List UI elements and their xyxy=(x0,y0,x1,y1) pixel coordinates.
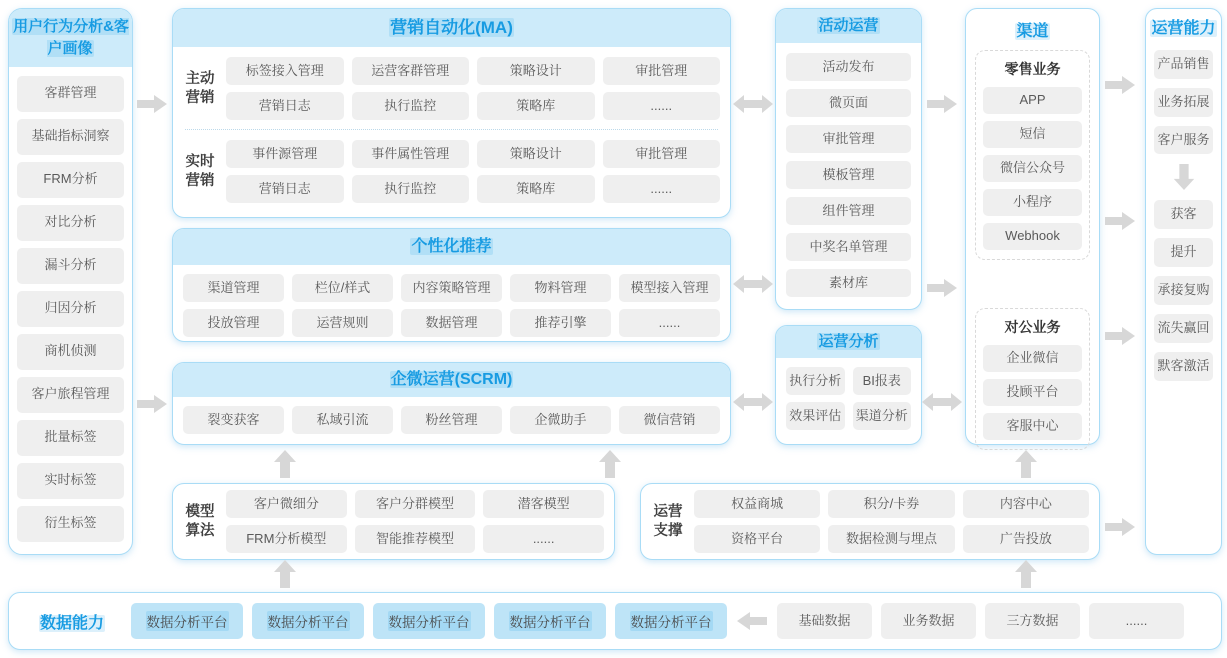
diagram-item: 审批管理 xyxy=(603,57,721,85)
diagram-item: 推荐引擎 xyxy=(510,309,611,337)
diagram-item: 客群管理 xyxy=(17,76,124,112)
diagram-item: 组件管理 xyxy=(786,197,911,225)
diagram-item: 批量标签 xyxy=(17,420,124,456)
arrow-double-horizontal-icon xyxy=(733,92,773,116)
diagram-item: 营销日志 xyxy=(226,92,344,120)
user-behavior-title xyxy=(9,9,132,67)
channel-title: 渠道 xyxy=(1016,23,1049,40)
operation-support-panel xyxy=(640,483,1100,560)
channel-panel xyxy=(965,8,1100,445)
arrow-up-icon xyxy=(273,560,297,588)
diagram-item: 投顾平台 xyxy=(983,379,1082,406)
diagram-item: 执行监控 xyxy=(352,175,470,203)
diagram-item: 渠道管理 xyxy=(183,274,284,302)
ability-top-items xyxy=(1154,50,1213,155)
realtime-marketing-label: 实时营销 xyxy=(185,153,215,189)
arrow-up-icon xyxy=(1014,450,1038,478)
arrow-right-icon xyxy=(1105,515,1135,539)
marketing-automation-title: 营销自动化(MA) xyxy=(173,9,730,47)
diagram-item: 数据管理 xyxy=(401,309,502,337)
active-marketing-label: 主动营销 xyxy=(185,70,215,106)
diagram-item: 执行分析 xyxy=(786,367,845,395)
diagram-item: 归因分析 xyxy=(17,291,124,327)
arrow-right-icon xyxy=(927,92,957,116)
diagram-item: 栏位/样式 xyxy=(292,274,393,302)
diagram-item: 漏斗分析 xyxy=(17,248,124,284)
personalized-recommendation-panel xyxy=(172,228,731,342)
diagram-item: 模型接入管理 xyxy=(619,274,720,302)
diagram-item: 粉丝管理 xyxy=(401,406,502,434)
diagram-item: 中奖名单管理 xyxy=(786,233,911,261)
personalized-recommendation-title: 个性化推荐 xyxy=(173,229,730,265)
diagram-item: 权益商城 xyxy=(694,490,820,518)
diagram-item: 承接复购 xyxy=(1154,276,1213,305)
ability-bottom-items xyxy=(1154,200,1213,380)
diagram-item: 策略库 xyxy=(477,92,595,120)
diagram-item: 客服中心 xyxy=(983,413,1082,440)
model-algorithm-items xyxy=(226,490,604,553)
diagram-item: 客户旅程管理 xyxy=(17,377,124,413)
scrm-panel xyxy=(172,362,731,445)
diagram-item: ...... xyxy=(603,175,721,203)
diagram-item: 短信 xyxy=(983,121,1082,148)
data-capability-label: 数据能力 xyxy=(39,614,104,632)
diagram-item: 默客激活 xyxy=(1154,352,1213,381)
data-platform-box: 数据分析平台 xyxy=(494,603,606,639)
diagram-item: ...... xyxy=(619,309,720,337)
arrow-double-horizontal-icon xyxy=(922,390,962,414)
diagram-item: Webhook xyxy=(983,223,1082,250)
arrow-left-icon xyxy=(736,609,768,633)
diagram-item: 三方数据 xyxy=(985,603,1080,639)
arrow-right-icon xyxy=(137,392,167,416)
diagram-item: 小程序 xyxy=(983,189,1082,216)
diagram-item: 客户分群模型 xyxy=(355,490,476,518)
diagram-item: 审批管理 xyxy=(786,125,911,153)
diagram-item: 实时标签 xyxy=(17,463,124,499)
diagram-item: 业务数据 xyxy=(881,603,976,639)
scrm-items xyxy=(183,406,720,434)
diagram-item: 运营规则 xyxy=(292,309,393,337)
arrow-up-icon xyxy=(273,450,297,478)
diagram-item: 物料管理 xyxy=(510,274,611,302)
diagram-item: 智能推荐模型 xyxy=(355,525,476,553)
diagram-item: 广告投放 xyxy=(963,525,1089,553)
active-marketing-items xyxy=(226,57,720,120)
user-behavior-panel xyxy=(8,8,133,555)
diagram-item: 内容策略管理 xyxy=(401,274,502,302)
arrow-right-icon xyxy=(927,276,957,300)
diagram-item: ...... xyxy=(603,92,721,120)
operation-ability-panel xyxy=(1145,8,1222,555)
diagram-item: 渠道分析 xyxy=(853,402,912,430)
diagram-item: 资格平台 xyxy=(694,525,820,553)
campaign-operation-panel xyxy=(775,8,922,310)
diagram-item: 微信公众号 xyxy=(983,155,1082,182)
diagram-item: 客户服务 xyxy=(1154,126,1213,155)
diagram-item: 投放管理 xyxy=(183,309,284,337)
user-behavior-title-text: 用户行为分析&客户画像 xyxy=(13,18,129,57)
diagram-item: BI报表 xyxy=(853,367,912,395)
diagram-item: 微信营销 xyxy=(619,406,720,434)
arrow-right-icon xyxy=(1105,209,1135,233)
diagram-item: 标签接入管理 xyxy=(226,57,344,85)
diagram-item: ...... xyxy=(483,525,604,553)
diagram-item: 裂变获客 xyxy=(183,406,284,434)
arrow-double-horizontal-icon xyxy=(733,272,773,296)
diagram-item: 活动发布 xyxy=(786,53,911,81)
data-source-items xyxy=(777,603,1184,639)
data-platform-items xyxy=(131,603,727,639)
diagram-item: FRM分析模型 xyxy=(226,525,347,553)
diagram-item: 业务拓展 xyxy=(1154,88,1213,117)
diagram-item: 客户微细分 xyxy=(226,490,347,518)
diagram-item: 审批管理 xyxy=(603,140,721,168)
marketing-automation-panel xyxy=(172,8,731,218)
operation-analysis-items xyxy=(786,367,911,430)
diagram-item: 素材库 xyxy=(786,269,911,297)
diagram-item: 策略设计 xyxy=(477,140,595,168)
active-marketing-group xyxy=(173,47,730,129)
data-platform-box: 数据分析平台 xyxy=(131,603,243,639)
diagram-item: 产品销售 xyxy=(1154,50,1213,79)
realtime-marketing-items xyxy=(226,140,720,203)
data-platform-box: 数据分析平台 xyxy=(252,603,364,639)
arrow-down-icon xyxy=(1154,163,1213,191)
recommendation-items xyxy=(183,274,720,337)
model-algorithm-label: 模型算法 xyxy=(185,503,215,539)
operation-ability-title: 运营能力 xyxy=(1151,20,1216,37)
diagram-item: 积分/卡券 xyxy=(828,490,954,518)
arrow-right-icon xyxy=(1105,73,1135,97)
data-platform-box: 数据分析平台 xyxy=(373,603,485,639)
diagram-item: 事件源管理 xyxy=(226,140,344,168)
diagram-item: 执行监控 xyxy=(352,92,470,120)
corporate-business-title: 对公业务 xyxy=(1004,319,1061,335)
data-platform-box: 数据分析平台 xyxy=(615,603,727,639)
operation-support-label: 运营支撑 xyxy=(653,503,683,539)
realtime-marketing-group xyxy=(173,130,730,212)
operation-analysis-title: 运营分析 xyxy=(776,326,921,358)
diagram-item: 模板管理 xyxy=(786,161,911,189)
arrow-right-icon xyxy=(137,92,167,116)
diagram-item: 企业微信 xyxy=(983,345,1082,372)
arrow-up-icon xyxy=(598,450,622,478)
corporate-business-group xyxy=(975,308,1090,450)
diagram-item: 对比分析 xyxy=(17,205,124,241)
diagram-item: 企微助手 xyxy=(510,406,611,434)
model-algorithm-panel xyxy=(172,483,615,560)
diagram-item: 提升 xyxy=(1154,238,1213,267)
campaign-items xyxy=(776,43,921,307)
diagram-item: 潜客模型 xyxy=(483,490,604,518)
diagram-item: 私域引流 xyxy=(292,406,393,434)
diagram-item: 策略设计 xyxy=(477,57,595,85)
arrow-up-icon xyxy=(1014,560,1038,588)
operation-analysis-panel xyxy=(775,325,922,445)
campaign-operation-title: 活动运营 xyxy=(776,9,921,43)
corporate-business-items xyxy=(983,345,1082,440)
scrm-title: 企微运营(SCRM) xyxy=(173,363,730,397)
data-capability-panel xyxy=(8,592,1222,650)
diagram-item: 效果评估 xyxy=(786,402,845,430)
diagram-item: 事件属性管理 xyxy=(352,140,470,168)
diagram-item: 微页面 xyxy=(786,89,911,117)
arrow-right-icon xyxy=(1105,324,1135,348)
diagram-item: 商机侦测 xyxy=(17,334,124,370)
diagram-item: 获客 xyxy=(1154,200,1213,229)
diagram-item: 内容中心 xyxy=(963,490,1089,518)
diagram-item: 基础指标洞察 xyxy=(17,119,124,155)
diagram-item: 衍生标签 xyxy=(17,506,124,542)
diagram-item: 流失赢回 xyxy=(1154,314,1213,343)
arrow-double-horizontal-icon xyxy=(733,390,773,414)
retail-business-items xyxy=(983,87,1082,250)
diagram-item: 营销日志 xyxy=(226,175,344,203)
operation-support-items xyxy=(694,490,1089,553)
diagram-item: ...... xyxy=(1089,603,1184,639)
diagram-item: 运营客群管理 xyxy=(352,57,470,85)
user-behavior-items xyxy=(9,67,132,551)
retail-business-group xyxy=(975,50,1090,260)
diagram-item: APP xyxy=(983,87,1082,114)
diagram-item: 策略库 xyxy=(477,175,595,203)
diagram-item: 数据检测与埋点 xyxy=(828,525,954,553)
diagram-item: 基础数据 xyxy=(777,603,872,639)
diagram-item: FRM分析 xyxy=(17,162,124,198)
retail-business-title: 零售业务 xyxy=(1004,61,1061,77)
